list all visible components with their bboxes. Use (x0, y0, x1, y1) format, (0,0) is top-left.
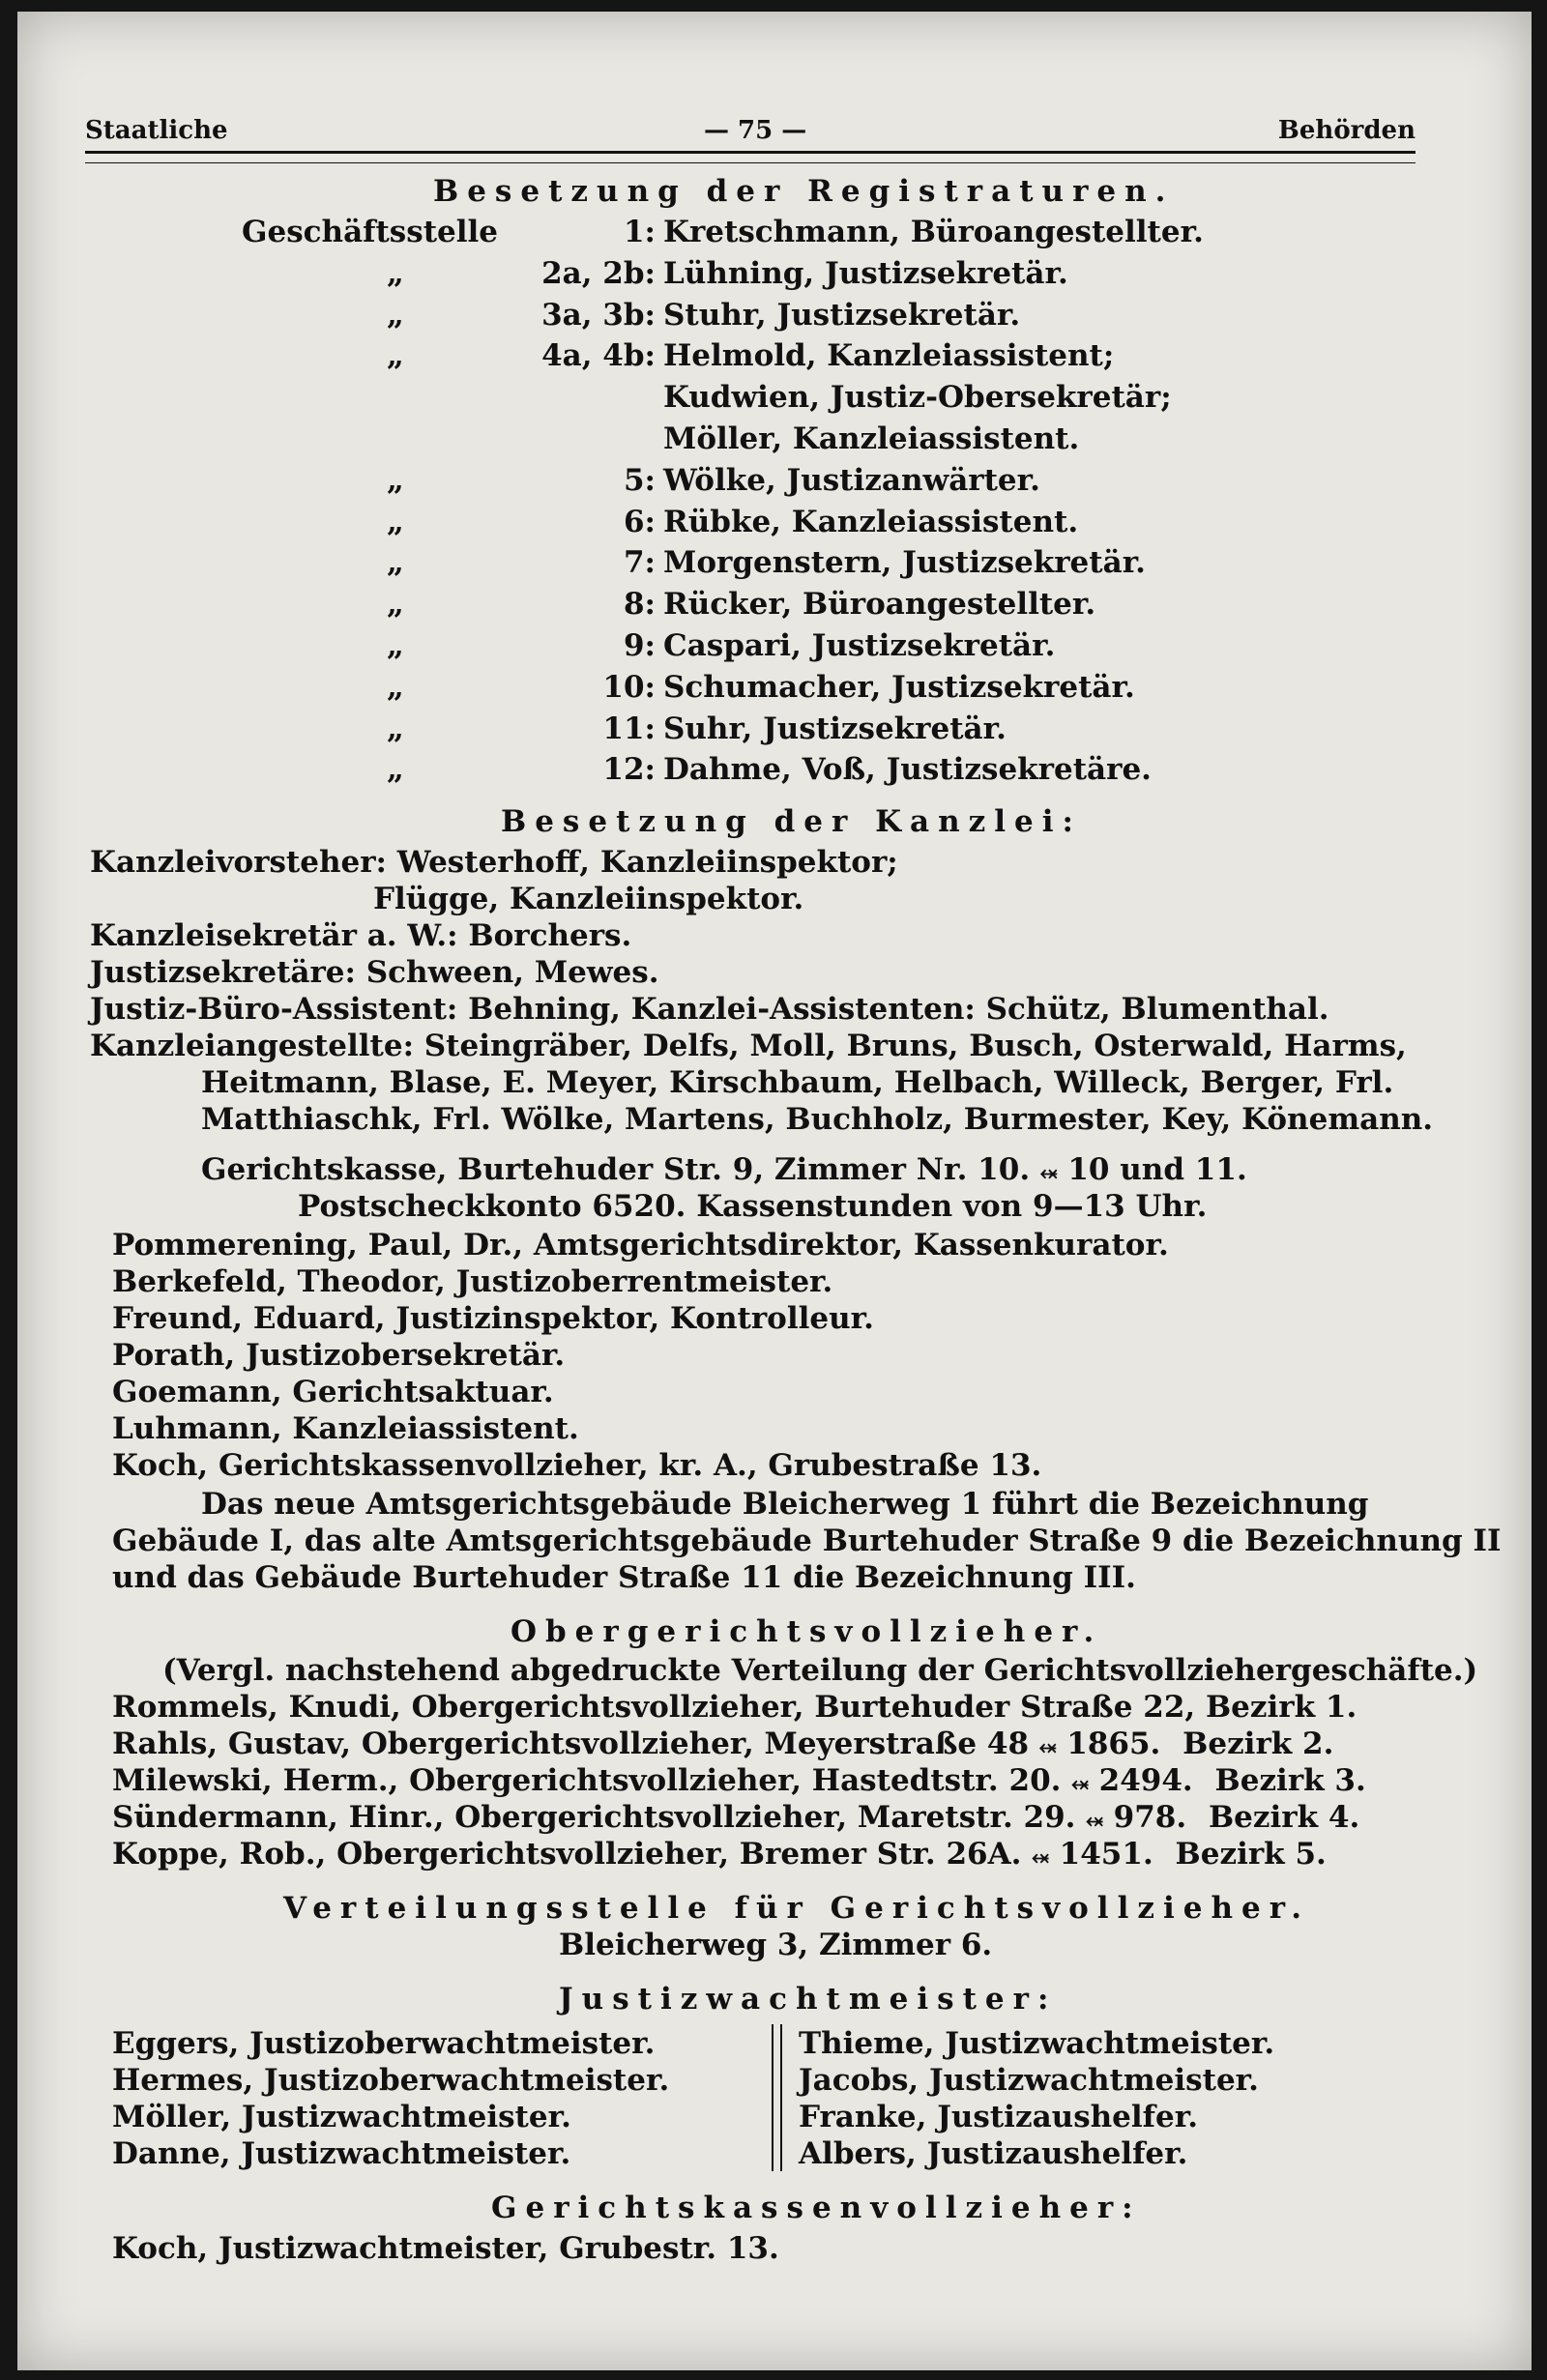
kasse-person: Freund, Eduard, Justizinspektor, Kontrolleur. (112, 1301, 874, 1336)
ogv-telephone: 978. (1113, 1800, 1187, 1835)
kasse-person: Goemann, Gerichtsaktuar. (112, 1375, 554, 1409)
registratur-entry: Morgenstern, Justizsekretär. (663, 545, 1146, 580)
kasse-person: Koch, Gerichtskassenvollzieher, kr. A., Grubestraße 13. (112, 1448, 1042, 1483)
registratur-prefix: „ (387, 338, 404, 373)
registratur-number: 2a, 2b: (541, 256, 656, 291)
registratur-prefix: „ (387, 545, 404, 580)
ogv-telephone: 2494. (1098, 1763, 1193, 1798)
building-note: Gebäude I, das alte Amtsgerichtsgebäude Burtehuder Straße 9 die Bezeichnung II (112, 1524, 1502, 1558)
registraturen-title: Besetzung der Registraturen. (433, 174, 1175, 209)
kasse-address (201, 1150, 1247, 1192)
registratur-number: 4a, 4b: (541, 338, 656, 373)
kanzlei-line: Justizsekretäre: Schween, Mewes. (90, 955, 659, 990)
registratur-entry: Kretschmann, Büroangestellter. (663, 215, 1204, 249)
kanzlei-line: Flügge, Kanzleiinspektor. (373, 882, 804, 916)
kanzlei-line: Matthiaschk, Frl. Wölke, Martens, Buchholz, Burmester, Key, Könemann. (201, 1102, 1434, 1137)
registratur-prefix: „ (387, 298, 404, 333)
wachtmeister-right: Thieme, Justizwachtmeister. (799, 2026, 1275, 2061)
registratur-entry: Helmold, Kanzleiassistent; (663, 338, 1115, 373)
kasse-address-text: Gerichtskasse, Burtehuder Str. 9, Zimmer Nr. 10. (201, 1152, 1031, 1187)
ogv-row (112, 1835, 1327, 1876)
registratur-entry: Rübke, Kanzleiassistent. (663, 505, 1079, 539)
registratur-number: 10: (602, 670, 656, 705)
registratur-prefix: „ (387, 587, 404, 622)
registratur-entry: Möller, Kanzleiassistent. (663, 421, 1080, 456)
kasse-telephone: 10 und 11. (1067, 1152, 1247, 1187)
registratur-entry: Dahme, Voß, Justizsekretäre. (663, 752, 1152, 787)
ogv-row (112, 1761, 1366, 1803)
wachtmeister-right: Albers, Justizaushelfer. (799, 2136, 1188, 2171)
registratur-entry: Kudwien, Justiz-Obersekretär; (663, 380, 1172, 415)
kasse-person: Luhmann, Kanzleiassistent. (112, 1411, 579, 1446)
registratur-number: 9: (623, 628, 656, 663)
wachtmeister-right: Franke, Justizaushelfer. (799, 2100, 1199, 2134)
page-number: — 75 — (704, 116, 807, 145)
registratur-entry: Suhr, Justizsekretär. (663, 711, 1007, 746)
registratur-number: 6: (623, 505, 656, 539)
kasse-person: Pommerening, Paul, Dr., Amtsgerichtsdirektor, Kassenkurator. (112, 1228, 1169, 1263)
registratur-prefix: Geschäftsstelle (242, 215, 499, 249)
kassenvollzieher-title: Gerichtskassenvollzieher: (491, 2191, 1142, 2225)
ogv-telephone: 1451. (1059, 1837, 1153, 1872)
header-right: Behörden (1277, 116, 1416, 145)
registratur-prefix: „ (387, 505, 404, 539)
registratur-number: 12: (602, 752, 656, 787)
ogv-row-text: Rahls, Gustav, Obergerichtsvollzieher, Meyerstraße 48 (112, 1727, 1030, 1761)
kanzlei-line: Kanzleivorsteher: Westerhoff, Kanzleiinspektor; (90, 845, 898, 880)
registratur-number: 11: (602, 711, 656, 746)
column-divider (772, 2024, 782, 2171)
obergerichtsvollzieher-subtitle: (Vergl. nachstehend abgedruckte Verteilung der Gerichtsvollziehergeschäfte.) (162, 1653, 1478, 1688)
verteilung-address: Bleicherweg 3, Zimmer 6. (559, 1928, 993, 1962)
telephone-key-icon: ⬾ (1039, 1160, 1058, 1185)
registratur-entry: Schumacher, Justizsekretär. (663, 670, 1135, 705)
kanzlei-line: Kanzleiangestellte: Steingräber, Delfs, Moll, Bruns, Busch, Osterwald, Harms, (90, 1029, 1407, 1063)
wachtmeister-left: Danne, Justizwachtmeister. (112, 2136, 571, 2171)
telephone-key-icon: ⬾ (1071, 1771, 1089, 1796)
registratur-prefix: „ (387, 463, 404, 498)
registratur-prefix: „ (387, 628, 404, 663)
wachtmeister-left: Eggers, Justizoberwachtmeister. (112, 2026, 656, 2061)
registratur-number: 8: (623, 587, 656, 622)
kasse-person: Porath, Justizobersekretär. (112, 1338, 566, 1373)
ogv-telephone: 1865. (1066, 1727, 1161, 1761)
ogv-row-text: Milewski, Herm., Obergerichtsvollzieher, Hastedtstr. 20. (112, 1763, 1062, 1798)
ogv-bezirk: Bezirk 4. (1208, 1800, 1360, 1835)
kanzlei-line: Kanzleisekretär a. W.: Borchers. (90, 918, 632, 953)
wachtmeister-title: Justizwachtmeister: (559, 1982, 1058, 2017)
registratur-prefix: „ (387, 256, 404, 291)
registratur-number: 5: (623, 463, 656, 498)
document-page (17, 12, 1532, 2370)
wachtmeister-left: Hermes, Justizoberwachtmeister. (112, 2063, 670, 2098)
kassenvollzieher-line: Koch, Justizwachtmeister, Grubestr. 13. (112, 2231, 779, 2266)
header-rule (85, 151, 1416, 163)
kanzlei-title: Besetzung der Kanzlei: (501, 804, 1082, 839)
ogv-row (112, 1798, 1359, 1840)
building-note: Das neue Amtsgerichtsgebäude Bleicherweg 1 führt die Bezeichnung (201, 1487, 1369, 1522)
registratur-entry: Caspari, Justizsekretär. (663, 628, 1056, 663)
registratur-number: 3a, 3b: (541, 298, 656, 333)
verteilung-title: Verteilungsstelle für Gerichtsvollzieher. (283, 1891, 1311, 1926)
registratur-prefix: „ (387, 670, 404, 705)
ogv-bezirk: Bezirk 2. (1182, 1727, 1334, 1761)
obergerichtsvollzieher-title: Obergerichtsvollzieher. (511, 1614, 1103, 1649)
building-note: und das Gebäude Burtehuder Straße 11 die Bezeichnung III. (112, 1560, 1136, 1595)
ogv-bezirk: Bezirk 5. (1175, 1837, 1327, 1872)
wachtmeister-right: Jacobs, Justizwachtmeister. (799, 2063, 1259, 2098)
kasse-person: Berkefeld, Theodor, Justizoberrentmeister. (112, 1264, 833, 1299)
registratur-entry: Lühning, Justizsekretär. (663, 256, 1068, 291)
telephone-key-icon: ⬾ (1038, 1734, 1057, 1759)
wachtmeister-left: Möller, Justizwachtmeister. (112, 2100, 571, 2134)
registratur-prefix: „ (387, 752, 404, 787)
registratur-number: 7: (623, 545, 656, 580)
ogv-row-text: Sündermann, Hinr., Obergerichtsvollzieher, Maretstr. 29. (112, 1800, 1076, 1835)
header-left: Staatliche (85, 116, 228, 145)
telephone-key-icon: ⬾ (1032, 1844, 1049, 1870)
registratur-entry: Wölke, Justizanwärter. (663, 463, 1040, 498)
page-header (85, 108, 1416, 151)
ogv-row: Rommels, Knudi, Obergerichtsvollzieher, Burtehuder Straße 22, Bezirk 1. (112, 1690, 1357, 1725)
kasse-postscheck: Postscheckkonto 6520. Kassenstunden von 9—13 Uhr. (298, 1189, 1208, 1224)
registratur-entry: Stuhr, Justizsekretär. (663, 298, 1021, 333)
telephone-key-icon: ⬾ (1086, 1808, 1103, 1833)
kanzlei-line: Heitmann, Blase, E. Meyer, Kirschbaum, Helbach, Willeck, Berger, Frl. (201, 1065, 1394, 1100)
ogv-row-text: Koppe, Rob., Obergerichtsvollzieher, Bremer Str. 26A. (112, 1837, 1022, 1872)
registratur-number: 1: (623, 215, 656, 249)
registratur-entry: Rücker, Büroangestellter. (663, 587, 1096, 622)
kanzlei-line: Justiz-Büro-Assistent: Behning, Kanzlei-Assistenten: Schütz, Blumenthal. (90, 992, 1329, 1027)
ogv-bezirk: Bezirk 3. (1214, 1763, 1366, 1798)
ogv-row (112, 1725, 1333, 1766)
registratur-prefix: „ (387, 711, 404, 746)
